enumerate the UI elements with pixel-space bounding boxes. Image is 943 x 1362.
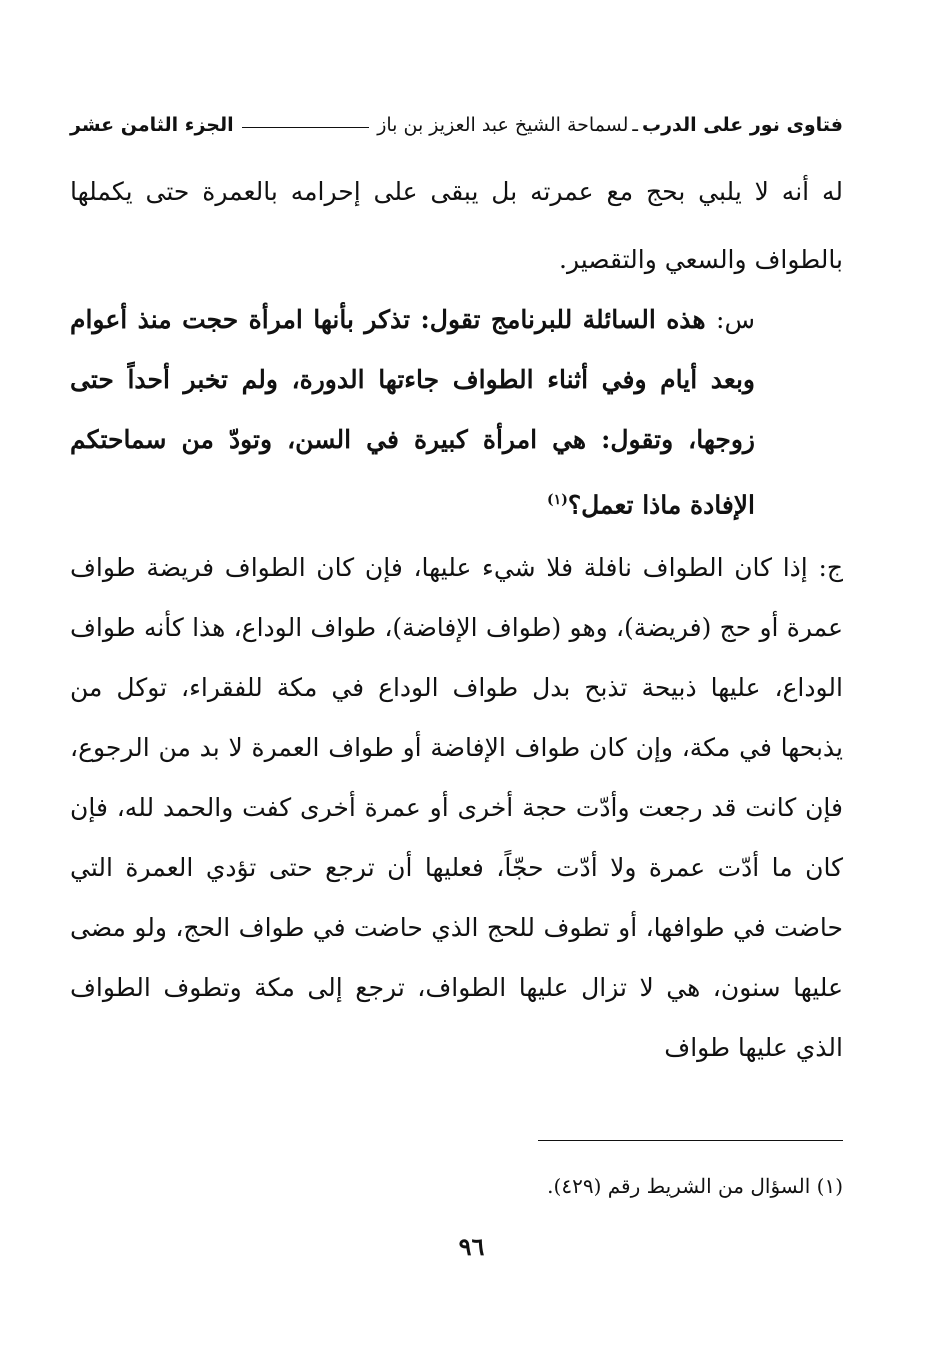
footnote-marker[interactable]: (١) [547,492,568,508]
question-block [70,290,843,535]
footnote-rule [538,1140,843,1141]
book-title: فتاوى نور على الدرب [642,114,843,136]
footnote: (١) السؤال من الشريط رقم (٤٢٩). [547,1174,843,1198]
running-header [70,110,843,140]
header-separator: ـ [632,114,638,136]
intro-paragraph: له أنه لا يلبي بحج مع عمرته بل يبقى على إحرامه بالعمرة حتى يكملها بالطواف والسعي والتقصير. [70,177,843,274]
answer-text: إذا كان الطواف نافلة فلا شيء عليها، فإن كان الطواف فريضة طواف عمرة أو حج (فريضة)، وهو (طواف الإفاضة)، طواف الوداع، هذا كأنه طواف الوداع، عليها ذبيحة تذبح بدل طواف الوداع في مكة للفقراء، توكل من يذبحها في مكة، وإن كان طواف الإفاضة أو طواف العمرة لا بد من الرجوع، فإن كانت قد رجعت وأدّت حجة أخرى أو عمرة أخرى كفت والحمد لله، فإن كان ما أدّت عمرة ولا أدّت حجّاً، فعليها أن ترجع حتى تؤدي العمرة التي حاضت في طوافها، أو تطوف للحج الذي حاضت في طواف الحج، ولو مضى عليها سنون، هي لا تزال عليها الطواف، ترجع إلى مكة وتطوف الطواف الذي عليها طواف [70,553,843,1062]
author-name: لسماحة الشيخ عبد العزيز بن باز [377,114,629,136]
header-rule [242,127,370,128]
question-text-wrapper [70,290,843,535]
question-text: هذه السائلة للبرنامج تقول: تذكر بأنها امرأة حجت منذ أعوام وبعد أيام وفي أثناء الطواف جاءتها الدورة، ولم تخبر أحداً حتى زوجها، وتقول: هي امرأة كبيرة في السن، وتودّ من سماحتكم الإفادة ماذا تعمل؟ [70,305,755,520]
question-label: س: [716,305,755,334]
answer-label: ج: [818,553,843,582]
part-number: الجزء الثامن عشر [70,114,234,136]
page-number: ٩٦ [458,1232,485,1261]
answer-block [70,538,843,1078]
